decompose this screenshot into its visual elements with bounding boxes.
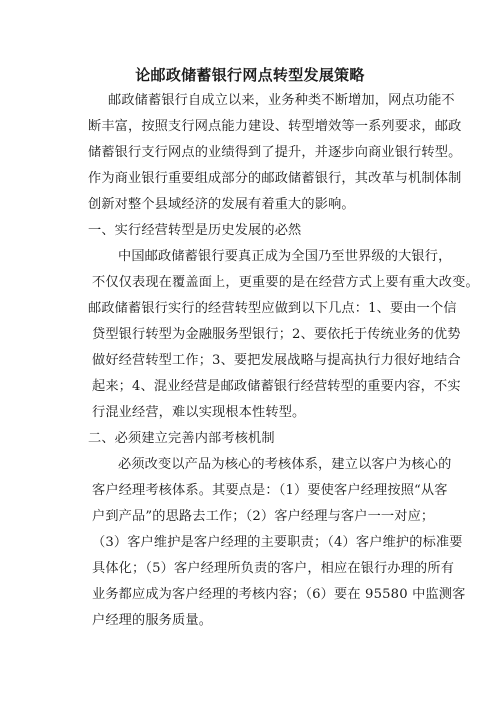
- section-line: 户经理的服务质量。: [92, 613, 213, 628]
- section-heading: 一、实行经营转型是历史发展的必然: [88, 223, 302, 238]
- section-line: 起来；4、混业经营是邮政储蓄银行经营转型的重要内容，不实: [92, 379, 461, 394]
- section-line: 做好经营转型工作；3、要把发展战略与提高执行力很好地结合: [92, 353, 461, 368]
- section-line: 行混业经营，难以实现根本性转型。: [92, 405, 306, 420]
- section-heading: 二、必须建立完善内部考核机制: [88, 431, 275, 446]
- document-title: 论邮政储蓄银行网点转型发展策略: [135, 66, 365, 84]
- section-line: 必须改变以产品为核心的考核体系，建立以客户为核心的: [118, 457, 452, 472]
- section-line: （3）客户维护是客户经理的主要职责；（4）客户维护的标准要: [92, 535, 463, 550]
- section-line: 中国邮政储蓄银行要真正成为全国乃至世界级的大银行，: [118, 249, 452, 264]
- section-line: 客户经理考核体系。其要点是：（1）要使客户经理按照“从客: [92, 483, 448, 498]
- section-line: 不仅仅表现在覆盖面上，更重要的是在经营方式上要有重大改变。: [92, 275, 479, 290]
- section-line: 贷型银行转型为金融服务型银行；2、要依托于传统业务的优势: [92, 327, 461, 342]
- section-line: 具体化；（5）客户经理所负责的客户，相应在银行办理的所有: [92, 561, 455, 576]
- section-line: 户到产品”的思路去工作；（2）客户经理与客户一一对应；: [92, 509, 435, 524]
- intro-line: 储蓄银行支行网点的业绩得到了提升，并逐步向商业银行转型。: [88, 145, 462, 160]
- section-line: 邮政储蓄银行实行的经营转型应做到以下几点：1、要由一个信: [88, 301, 457, 316]
- intro-line: 断丰富，按照支行网点能力建设、转型增效等一系列要求，邮政: [88, 119, 462, 134]
- intro-line: 创新对整个县域经济的发展有着重大的影响。: [88, 197, 355, 212]
- intro-line: 邮政储蓄银行自成立以来，业务种类不断增加，网点功能不: [108, 93, 455, 108]
- section-line: 业务都应成为客户经理的考核内容；（6）要在 95580 中监测客: [92, 587, 466, 602]
- intro-line: 作为商业银行重要组成部分的邮政储蓄银行，其改革与机制体制: [88, 171, 462, 186]
